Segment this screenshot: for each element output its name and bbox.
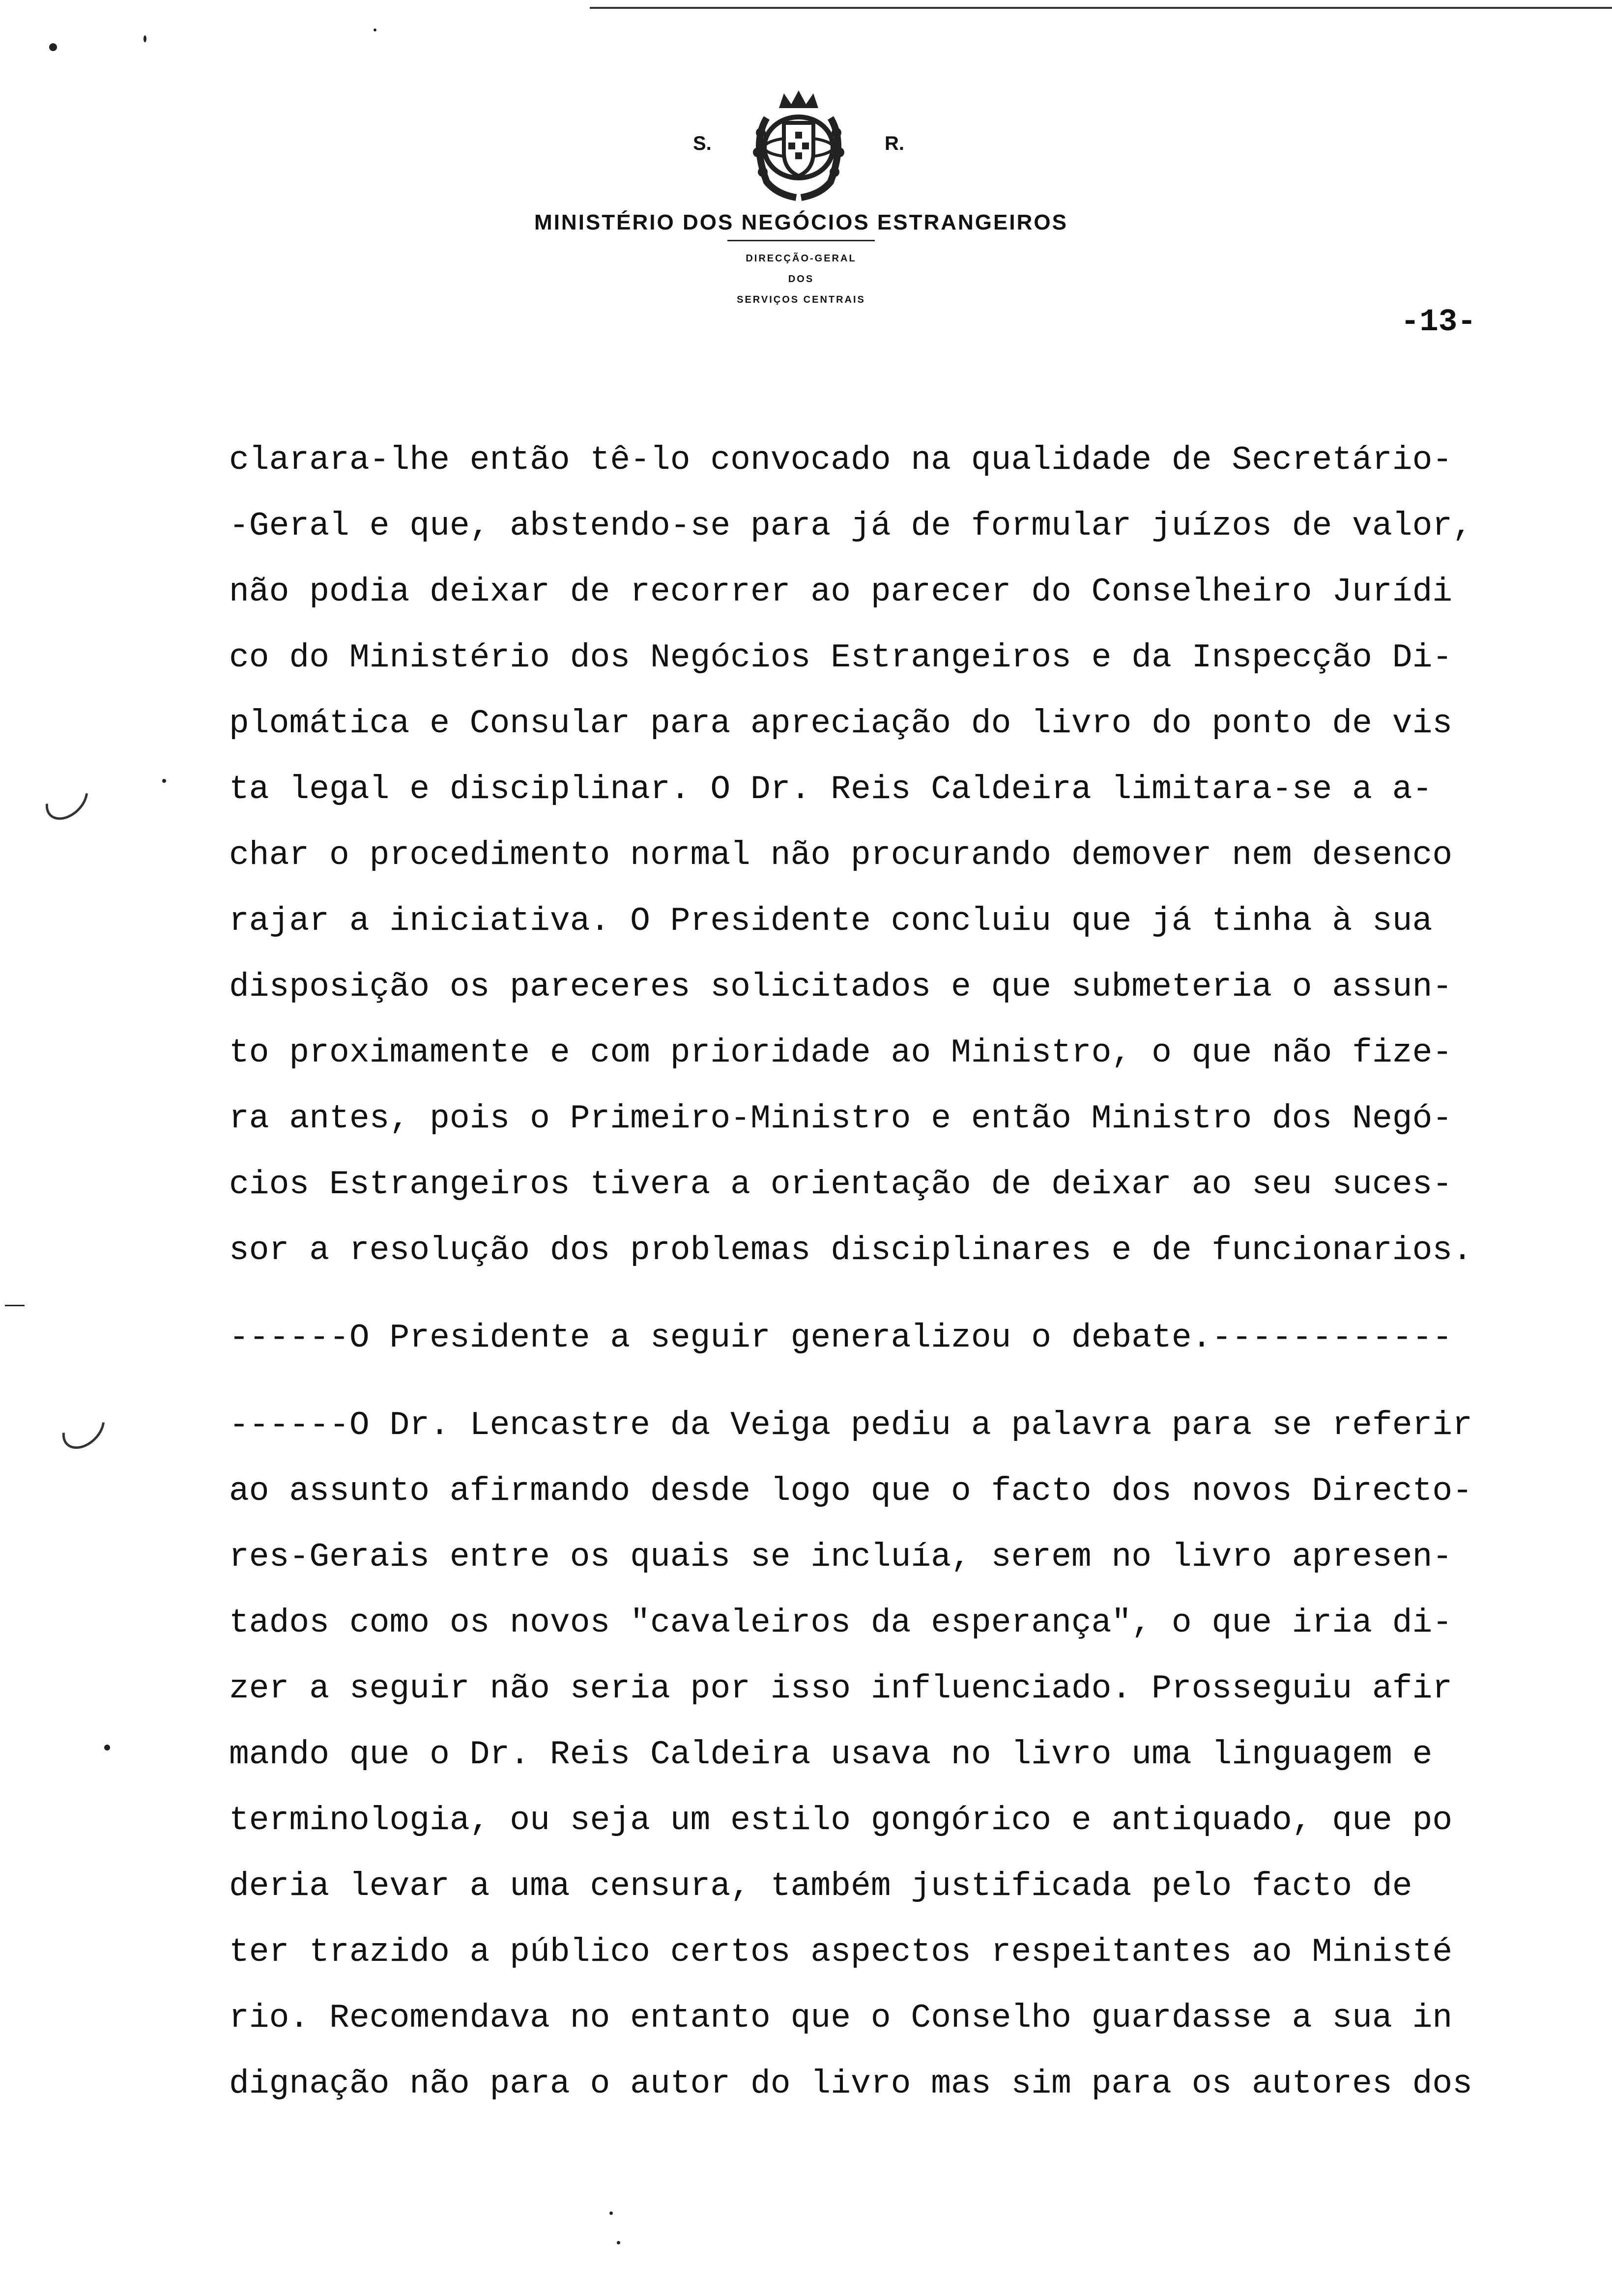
letterhead-initial-left: S. — [693, 133, 712, 154]
body-line: rajar a iniciativa. O Presidente concluiu que já tinha à sua — [229, 902, 1433, 940]
body-line: ------O Dr. Lencastre da Veiga pediu a palavra para se referir — [229, 1406, 1473, 1444]
scan-speck — [617, 2241, 620, 2244]
department-line: DIRECÇÃO-GERAL — [746, 253, 857, 264]
body-line: plomática e Consular para apreciação do livro do ponto de vis — [229, 705, 1453, 743]
scan-speck — [49, 43, 57, 51]
body-line: zer a seguir não seria por isso influenciado. Prosseguiu afir — [229, 1670, 1453, 1708]
top-edge-rule — [590, 7, 1612, 9]
body-line: cios Estrangeiros tivera a orientação de deixar ao seu suces- — [229, 1166, 1453, 1204]
body-line: ta legal e disciplinar. O Dr. Reis Caldeira limitara-se a a- — [229, 771, 1433, 808]
scan-speck — [5, 1305, 25, 1306]
body-line: char o procedimento normal não procurando demover nem desenco — [229, 836, 1453, 874]
body-text — [229, 428, 1487, 2117]
body-line: disposição os pareceres solicitados e que submeteria o assun- — [229, 968, 1453, 1006]
body-line: ao assunto afirmando desde logo que o facto dos novos Directo- — [229, 1472, 1473, 1510]
body-line: tados como os novos "cavaleiros da esperança", o que iria di- — [229, 1604, 1453, 1642]
body-line: não podia deixar de recorrer ao parecer do Conselheiro Jurídi — [229, 573, 1453, 611]
body-line: mando que o Dr. Reis Caldeira usava no livro uma linguagem e — [229, 1736, 1433, 1774]
letterhead — [491, 88, 1111, 310]
body-line: ------O Presidente a seguir generalizou o debate.------------ — [229, 1319, 1453, 1357]
scan-speck — [104, 1745, 110, 1751]
body-line: to proximamente e com prioridade ao Ministro, o que não fize- — [229, 1034, 1453, 1072]
body-line: ter trazido a público certos aspectos respeitantes ao Ministé — [229, 1933, 1453, 1971]
scan-speck — [144, 35, 146, 42]
scan-speck — [374, 29, 376, 31]
scan-speck — [609, 2211, 613, 2215]
body-line: co do Ministério dos Negócios Estrangeiros e da Inspecção Di- — [229, 639, 1453, 677]
letterhead-initial-right: R. — [885, 133, 904, 154]
department-line: SERVIÇOS CENTRAIS — [737, 294, 865, 305]
portuguese-coat-of-arms-icon — [737, 88, 860, 201]
crest-row — [491, 88, 1111, 201]
body-line: sor a resolução dos problemas disciplinares e de funcionarios. — [229, 1232, 1473, 1269]
body-line: res-Gerais entre os quais se incluía, serem no livro apresen- — [229, 1538, 1453, 1576]
body-line: dignação não para o autor do livro mas sim para os autores dos — [229, 2065, 1473, 2103]
punch-hole-mark — [37, 769, 96, 828]
body-line: -Geral e que, abstendo-se para já de formular juízos de valor, — [229, 507, 1473, 545]
body-line: ra antes, pois o Primeiro-Ministro e então Ministro dos Negó- — [229, 1100, 1453, 1138]
department-line: DOS — [788, 274, 814, 285]
body-line: deria levar a uma censura, também justificada pelo facto de — [229, 1867, 1412, 1905]
department-name — [491, 248, 1111, 310]
page-number: -13- — [1401, 305, 1476, 340]
body-line: rio. Recomendava no entanto que o Conselho guardasse a sua in — [229, 1999, 1453, 2037]
body-line: terminologia, ou seja um estilo gongórico e antiquado, que po — [229, 1802, 1453, 1839]
ministry-underline — [727, 240, 875, 241]
body-line: clarara-lhe então tê-lo convocado na qualidade de Secretário- — [229, 441, 1453, 479]
scan-speck — [162, 779, 166, 783]
ministry-name: MINISTÉRIO DOS NEGÓCIOS ESTRANGEIROS — [534, 210, 1068, 234]
punch-hole-mark — [54, 1398, 113, 1457]
